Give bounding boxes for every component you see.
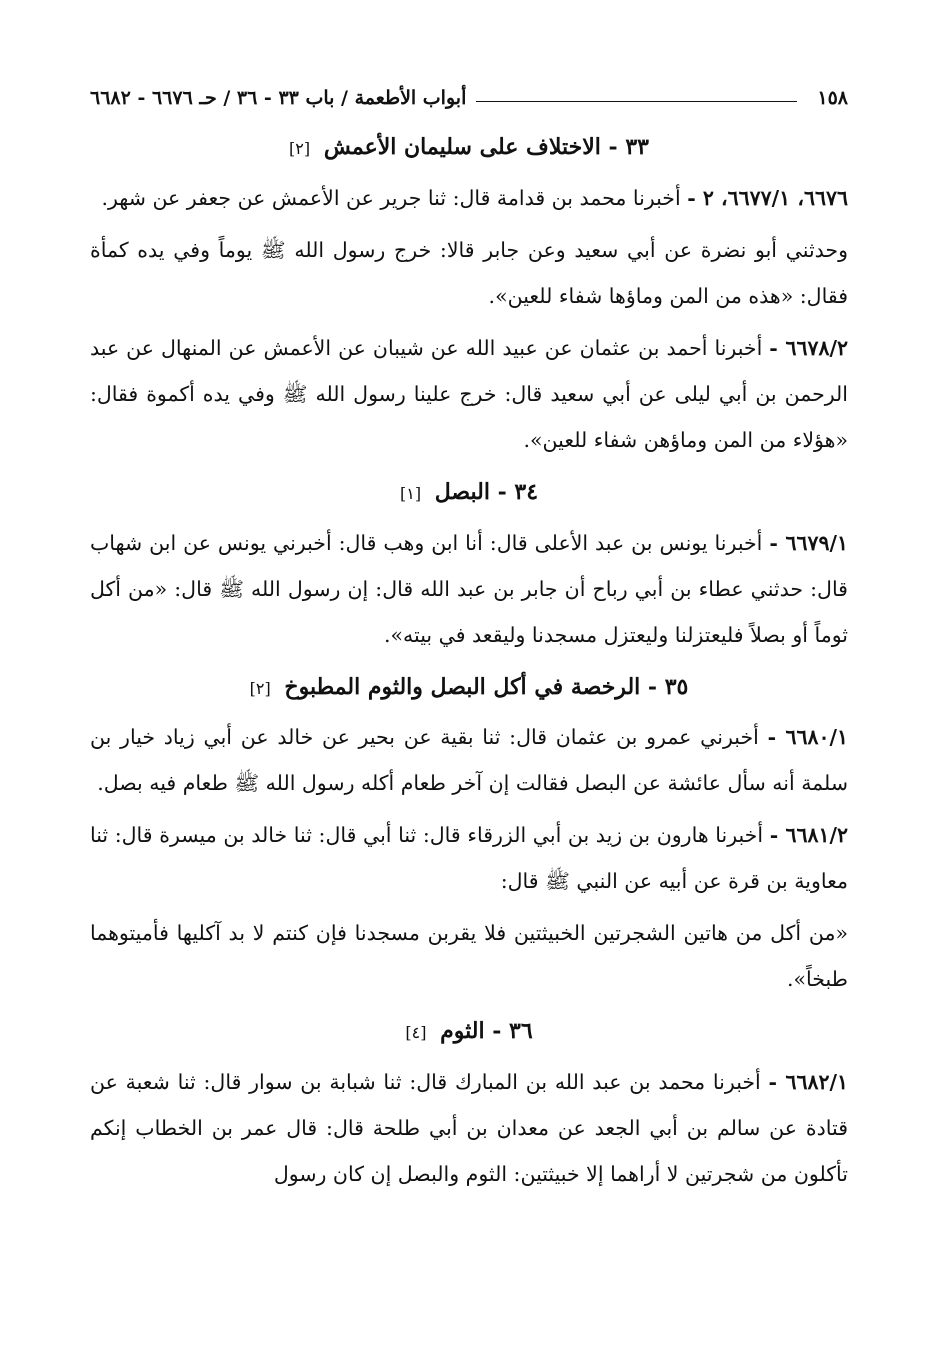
hadith-paragraph [90,520,848,658]
section-title: ٣٥ - الرخصة في أكل البصل والثوم المطبوخ [284,673,689,700]
hadith-paragraph [90,227,848,319]
hadith-text: أخبرنا أحمد بن عثمان عن عبيد الله عن شيبان عن الأعمش عن المنهال عن عبد الرحمن بن أبي ليلى عن أبي سعيد قال: خرج علينا رسول الله ﷺ وفي يده أكموة فقال: «هؤلاء من المن وماؤهن شفاء للعين». [90,335,848,452]
hadith-paragraph [90,714,848,806]
hadith-paragraph [90,175,848,221]
hadith-text: أخبرنا محمد بن عبد الله بن المبارك قال: ثنا شبابة بن سوار قال: ثنا شعبة عن قتادة عن سالم بن أبي الجعد عن معدان بن أبي طلحة قال: قال عمر بن الخطاب إنكم تأكلون من شجرتين لا أراهما إلا خبيثتين: الثوم والبصل إن كان رسول [90,1070,848,1187]
hadith-text: أخبرني عمرو بن عثمان قال: ثنا بقية عن بحير عن خالد عن أبي زياد خيار بن سلمة أنه سأل عائشة عن البصل فقالت إن آخر طعام أكله رسول الله ﷺ طعام فيه بصل. [90,725,848,796]
section-title: ٣٦ - الثوم [440,1018,533,1045]
running-header [90,78,848,118]
hadith-number: ٦٦٧٦، ٦٦٧٧/١، ٢ - [687,185,848,210]
page-number: ١٥٨ [817,87,848,109]
header-rule [476,101,797,102]
hadith-quote [90,910,848,1002]
section-heading [90,1016,848,1047]
section-title: ٣٤ - البصل [434,478,539,505]
hadith-number: ٦٦٨٠/١ - [767,725,848,750]
hadith-text: «من أكل من هاتين الشجرتين الخبيثتين فلا يقربن مسجدنا فإن كنتم لا بد آكليها فأميتوهما طبخاً». [90,921,848,992]
hadith-paragraph [90,1059,848,1197]
section-heading [90,477,848,508]
section-count: [٢] [249,678,271,698]
hadith-text: أخبرنا يونس بن عبد الأعلى قال: أنا ابن وهب قال: أخبرني يونس عن ابن شهاب قال: حدثني عطاء بن أبي رباح أن جابر بن عبد الله قال: إن رسول الله ﷺ قال: «من أكل ثوماً أو بصلاً فليعتزلنا وليعتزل مسجدنا وليقعد في بيته». [90,530,848,647]
section-title: ٣٣ - الاختلاف على سليمان الأعمش [323,134,649,160]
book-page [90,78,848,1338]
section-heading [90,672,848,703]
hadith-number: ٦٦٨١/٢ - [769,823,848,848]
section-heading [90,132,848,163]
hadith-number: ٦٦٧٩/١ - [769,530,848,555]
running-title: أبواب الأطعمة / باب ٣٣ - ٣٦ / حـ ٦٦٧٦ - ٦٦٨٢ [90,87,467,109]
hadith-number: ٦٦٧٨/٢ - [769,335,848,360]
hadith-paragraph [90,812,848,904]
hadith-text: وحدثني أبو نضرة عن أبي سعيد وعن جابر قالا: خرج رسول الله ﷺ يوماً وفي يده كمأة فقال: «هذه من المن وماؤها شفاء للعين». [90,237,848,308]
hadith-text: أخبرنا هارون بن زيد بن أبي الزرقاء قال: ثنا أبي قال: ثنا خالد بن ميسرة قال: ثنا معاوية بن قرة عن أبيه عن النبي ﷺ قال: [90,823,848,894]
section-count: [٢] [289,139,311,158]
hadith-text: أخبرنا محمد بن قدامة قال: ثنا جرير عن الأعمش عن جعفر عن شهر. [101,185,681,210]
section-count: [٤] [405,1023,427,1043]
section-count: [١] [399,483,422,503]
hadith-paragraph [90,325,848,463]
hadith-number: ٦٦٨٢/١ - [768,1070,848,1095]
